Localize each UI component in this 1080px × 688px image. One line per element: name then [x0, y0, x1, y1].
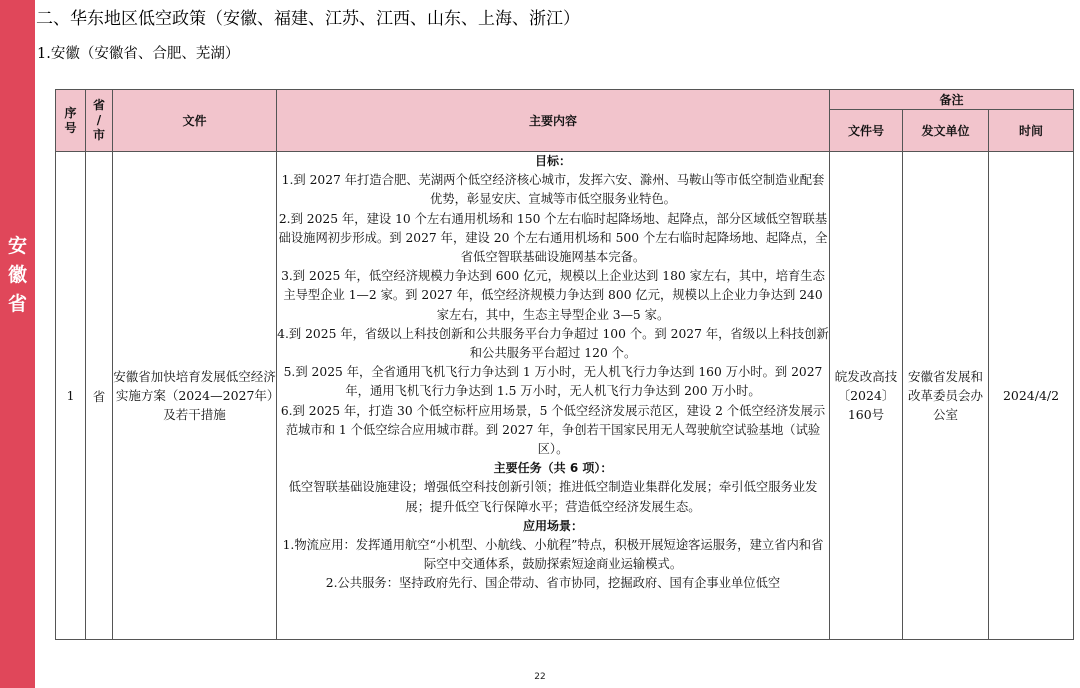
section-title: 二、华东地区低空政策（安徽、福建、江苏、江西、山东、上海、浙江）: [36, 9, 580, 29]
goals-heading: 目标：: [534, 154, 571, 168]
tasks-text: 低空智联基础设施建设；增强低空科技创新引领；推进低空制造业集群化发展；牵引低空服务业发展；提升低空飞行保障水平；营造低空经济发展生态。: [288, 480, 818, 514]
header-issuer: 发文单位: [903, 110, 989, 152]
row-issuer: 安徽省发展和改革委员会办公室: [903, 152, 989, 640]
side-label-char: 徽: [7, 264, 27, 286]
goal-item: 3.到 2025 年，低空经济规模力争达到 600 亿元，规模以上企业达到 180 家左右，其中，培育生态主导型企业 1—2 家。到 2027 年，低空经济规模力争达到 800 亿元，规模以上企业力争达到 240 家左右，其中，生态主导型企业 3—5 家。: [281, 269, 825, 322]
header-date: 时间: [989, 110, 1074, 152]
side-label: [0, 232, 35, 319]
tasks-heading: 主要任务（共 6 项）：: [493, 461, 613, 476]
scene-item: 2.公共服务：坚持政府先行、国企带动、省市协同，挖掘政府、国有企事业单位低空: [325, 576, 781, 591]
header-level: 省 / 市: [86, 90, 113, 152]
goal-item: 4.到 2025 年，省级以上科技创新和公共服务平台力争超过 100 个。到 2027 年，省级以上科技创新和公共服务平台超过 120 个。: [277, 326, 829, 361]
row-content: [277, 152, 830, 640]
row-document: 安徽省加快培育发展低空经济实施方案（2024—2027年）及若干措施: [113, 152, 277, 640]
side-bar: [0, 0, 35, 688]
policy-table: [55, 89, 1074, 640]
row-level: 省: [86, 152, 113, 640]
page-number: 22: [534, 672, 546, 682]
scenes-heading: 应用场景：: [522, 518, 583, 533]
header-index: 序 号: [56, 90, 86, 152]
goal-item: 5.到 2025 年，全省通用飞机飞行力争达到 1 万小时，无人机飞行力争达到 160 万小时。到 2027 年，通用飞机飞行力争达到 1.5 万小时，无人机飞行力争达到 200 万小时。: [283, 365, 823, 399]
goal-item: 6.到 2025 年，打造 30 个低空标杆应用场景，5 个低空经济发展示范区，建设 2 个低空经济发展示范城市和 1 个低空综合应用城市群。到 2027 年，争创若干国家民用无人驾驶航空试验基地（试验区）。: [280, 403, 826, 457]
sub-title: 1.安徽（安徽省、合肥、芜湖）: [37, 46, 240, 62]
header-content: 主要内容: [277, 90, 830, 152]
table-row: [56, 152, 1074, 640]
header-doc-no: 文件号: [830, 110, 903, 152]
header-document: 文件: [113, 90, 277, 152]
scene-item: 1.物流应用：发挥通用航空“小机型、小航线、小航程”特点，积极开展短途客运服务，建立省内和省际空中交通体系，鼓励探索短途商业运输模式。: [282, 538, 824, 572]
header-remarks: 备注: [830, 90, 1074, 110]
side-label-char: 安: [7, 235, 27, 257]
goal-item: 2.到 2025 年，建设 10 个左右通用机场和 150 个左右临时起降场地、起降点，部分区域低空智联基础设施网初步形成。到 2027 年，建设 20 个左右通用机场和 500 个左右临时起降场地、起降点，全省低空智联基础设施网基本完备。: [278, 211, 828, 265]
row-doc-no: 皖发改高技〔2024〕160号: [830, 152, 903, 640]
row-index: 1: [56, 152, 86, 640]
side-label-char: 省: [7, 293, 27, 315]
goal-item: 1.到 2027 年打造合肥、芜湖两个低空经济核心城市，发挥六安、滁州、马鞍山等市低空制造业配套优势，彰显安庆、宣城等市低空服务业特色。: [281, 173, 825, 207]
row-date: 2024/4/2: [989, 152, 1074, 640]
